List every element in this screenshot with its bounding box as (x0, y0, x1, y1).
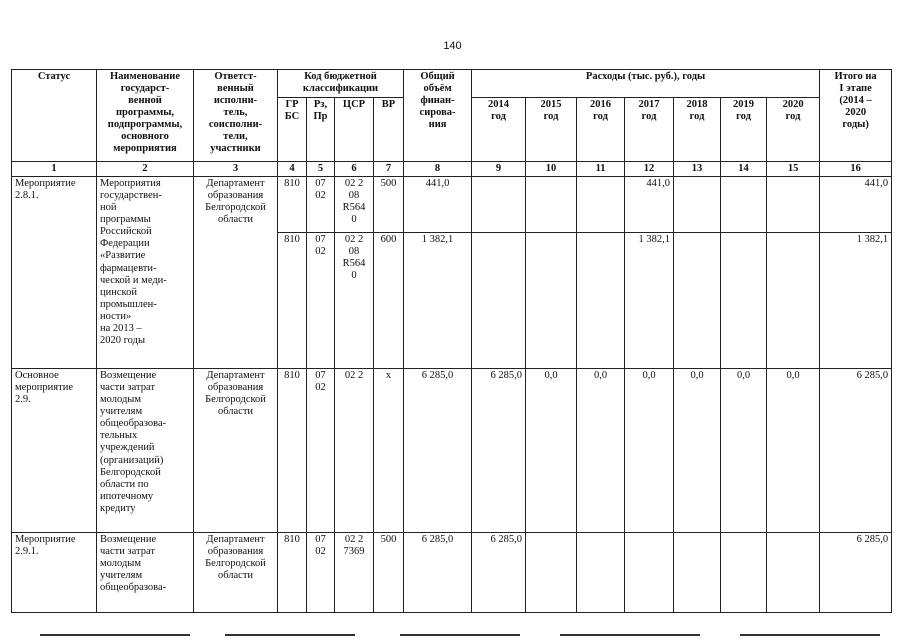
responsible-cell: Департамент образования Белгородской области (194, 177, 278, 369)
header-expenses: Расходы (тыс. руб.), годы (472, 70, 820, 98)
divider (40, 634, 190, 636)
header-csr: ЦСР (335, 98, 374, 162)
name-cell: Возмещение части затрат молодым учителям общеобразова- тельных учреждений (организаций) Белгородской области по ипотечному кредиту (97, 369, 194, 533)
year-cell: 0,0 (625, 369, 674, 533)
year-cell (674, 177, 721, 233)
column-number: 3 (194, 162, 278, 177)
header-year-2020: 2020 год (767, 98, 820, 162)
total-cell: 1 382,1 (404, 233, 472, 369)
year-cell (721, 533, 767, 613)
year-cell (526, 177, 577, 233)
column-number: 13 (674, 162, 721, 177)
divider (400, 634, 520, 636)
year-cell: 0,0 (721, 369, 767, 533)
header-grbs: ГР БС (278, 98, 307, 162)
year-cell (674, 533, 721, 613)
csr-cell: 02 2 08 R564 0 (335, 233, 374, 369)
column-number: 1 (12, 162, 97, 177)
header-year-2016: 2016 год (577, 98, 625, 162)
budget-table (11, 69, 892, 613)
column-number: 15 (767, 162, 820, 177)
header-year-2015: 2015 год (526, 98, 577, 162)
responsible-cell: Департамент образования Белгородской области (194, 369, 278, 533)
column-number: 10 (526, 162, 577, 177)
vr-cell: 500 (374, 533, 404, 613)
csr-cell: 02 2 7369 (335, 533, 374, 613)
stage-total-cell: 6 285,0 (820, 369, 892, 533)
column-number: 14 (721, 162, 767, 177)
csr-cell: 02 2 (335, 369, 374, 533)
year-cell: 6 285,0 (472, 369, 526, 533)
column-number: 2 (97, 162, 194, 177)
rzpr-cell: 07 02 (307, 369, 335, 533)
total-cell: 6 285,0 (404, 533, 472, 613)
year-cell (577, 177, 625, 233)
vr-cell: х (374, 369, 404, 533)
status-cell: Основное мероприятие 2.9. (12, 369, 97, 533)
column-number-row (12, 162, 892, 177)
column-number: 8 (404, 162, 472, 177)
header-year-2014: 2014 год (472, 98, 526, 162)
year-cell: 0,0 (674, 369, 721, 533)
grbs-cell: 810 (278, 233, 307, 369)
grbs-cell: 810 (278, 369, 307, 533)
name-cell: Возмещение части затрат молодым учителям общеобразова- (97, 533, 194, 613)
status-cell: Мероприятие 2.8.1. (12, 177, 97, 369)
column-number: 7 (374, 162, 404, 177)
year-cell (674, 233, 721, 369)
page-number: 140 (443, 40, 462, 52)
year-cell: 0,0 (577, 369, 625, 533)
grbs-cell: 810 (278, 177, 307, 233)
rzpr-cell: 07 02 (307, 177, 335, 233)
page-bottom-edge (0, 628, 905, 640)
divider (225, 634, 355, 636)
status-cell: Мероприятие 2.9.1. (12, 533, 97, 613)
year-cell: 0,0 (767, 369, 820, 533)
header-year-2017: 2017 год (625, 98, 674, 162)
total-cell: 441,0 (404, 177, 472, 233)
divider (560, 634, 700, 636)
name-cell: Мероприятия государствен- ной программы Российской Федерации «Развитие фармацевти- ческой и меди- цинской промышлен- ности» на 2013 – 2020 годы (97, 177, 194, 369)
vr-cell: 600 (374, 233, 404, 369)
year-cell: 441,0 (625, 177, 674, 233)
header-total: Общий объём финан- сирова- ния (404, 70, 472, 162)
table-row (12, 369, 892, 533)
total-cell: 6 285,0 (404, 369, 472, 533)
rzpr-cell: 07 02 (307, 233, 335, 369)
year-cell: 0,0 (526, 369, 577, 533)
rzpr-cell: 07 02 (307, 533, 335, 613)
year-cell (767, 233, 820, 369)
year-cell (472, 177, 526, 233)
header-status: Статус (12, 70, 97, 162)
responsible-cell: Департамент образования Белгородской области (194, 533, 278, 613)
column-number: 12 (625, 162, 674, 177)
csr-cell: 02 2 08 R564 0 (335, 177, 374, 233)
stage-total-cell: 6 285,0 (820, 533, 892, 613)
header-year-2018: 2018 год (674, 98, 721, 162)
header-responsible: Ответст- венный исполни- тель, соисполни- тели, участники (194, 70, 278, 162)
year-cell (472, 233, 526, 369)
year-cell (577, 233, 625, 369)
year-cell (721, 177, 767, 233)
year-cell: 6 285,0 (472, 533, 526, 613)
table-row (12, 533, 892, 613)
header-year-2019: 2019 год (721, 98, 767, 162)
stage-total-cell: 1 382,1 (820, 233, 892, 369)
year-cell (526, 533, 577, 613)
column-number: 6 (335, 162, 374, 177)
column-number: 11 (577, 162, 625, 177)
column-number: 9 (472, 162, 526, 177)
column-number: 4 (278, 162, 307, 177)
grbs-cell: 810 (278, 533, 307, 613)
vr-cell: 500 (374, 177, 404, 233)
year-cell: 1 382,1 (625, 233, 674, 369)
year-cell (767, 177, 820, 233)
header-rzpr: Рз, Пр (307, 98, 335, 162)
year-cell (625, 533, 674, 613)
header-name: Наименование государст- венной программы, подпрограммы, основного мероприятия (97, 70, 194, 162)
column-number: 5 (307, 162, 335, 177)
stage-total-cell: 441,0 (820, 177, 892, 233)
header-stage-total: Итого на I этапе (2014 – 2020 годы) (820, 70, 892, 162)
header-budget-code: Код бюджетной классификации (278, 70, 404, 98)
year-cell (526, 233, 577, 369)
year-cell (721, 233, 767, 369)
column-number: 16 (820, 162, 892, 177)
header-vr: ВР (374, 98, 404, 162)
year-cell (767, 533, 820, 613)
divider (740, 634, 880, 636)
year-cell (577, 533, 625, 613)
table-row (12, 177, 892, 233)
